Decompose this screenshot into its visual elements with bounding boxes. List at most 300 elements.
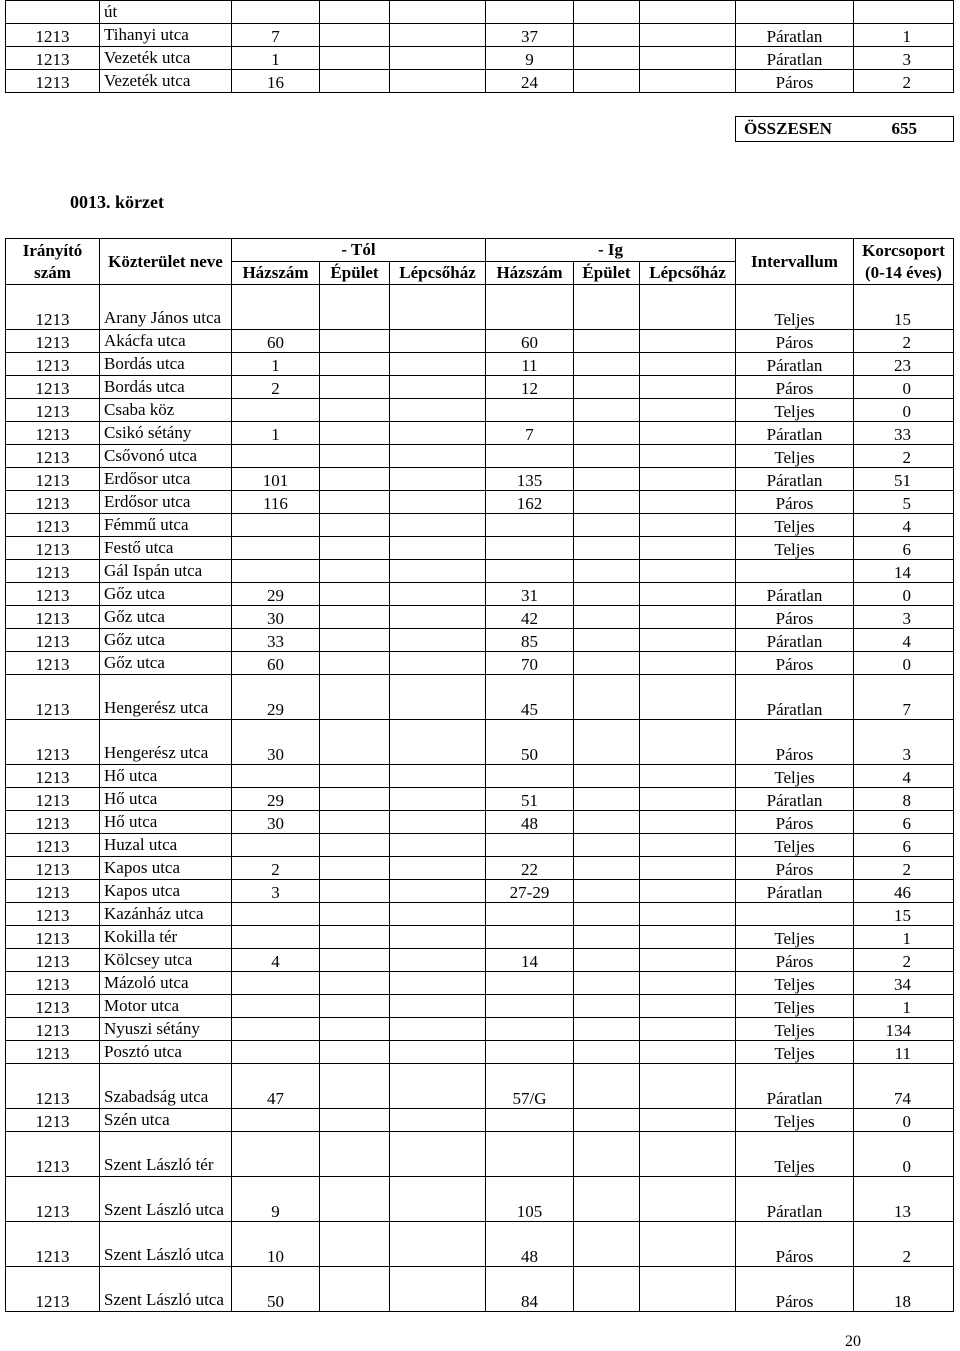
from-building-cell — [320, 1132, 390, 1177]
table-row — [6, 514, 954, 537]
to-building-cell — [574, 949, 640, 972]
to-building-cell — [574, 1177, 640, 1222]
street-name-cell: Kölcsey utca — [100, 949, 232, 972]
page-number: 20 — [845, 1333, 861, 1350]
to-stairs-cell — [640, 995, 736, 1018]
from-house-cell — [232, 1041, 320, 1064]
to-stairs-cell — [640, 330, 736, 353]
to-house-cell — [486, 995, 574, 1018]
from-building-cell — [320, 1177, 390, 1222]
code-cell: 1213 — [6, 583, 100, 606]
from-house-cell: 33 — [232, 629, 320, 652]
interval-cell: Páros — [736, 949, 854, 972]
to-stairs-cell — [640, 70, 736, 93]
to-stairs-cell — [640, 1132, 736, 1177]
to-building-cell — [574, 24, 640, 47]
street-name-cell: Arany János utca — [100, 285, 232, 330]
street-name-cell: Vezeték utca — [100, 47, 232, 70]
from-house-cell — [232, 995, 320, 1018]
to-building-cell — [574, 491, 640, 514]
to-house-cell — [486, 514, 574, 537]
code-cell: 1213 — [6, 972, 100, 995]
from-house-cell — [232, 285, 320, 330]
street-name-cell: Hengerész utca — [100, 675, 232, 720]
table-row — [6, 675, 954, 720]
to-house-cell: 60 — [486, 330, 574, 353]
to-building-cell — [574, 70, 640, 93]
from-building-cell — [320, 1, 390, 24]
district-title: 0013. körzet — [70, 192, 164, 212]
table-row — [6, 972, 954, 995]
to-stairs-cell — [640, 47, 736, 70]
to-building-cell — [574, 1064, 640, 1109]
from-building-cell — [320, 47, 390, 70]
to-stairs-cell — [640, 285, 736, 330]
interval-cell: Páros — [736, 606, 854, 629]
to-building-cell — [574, 560, 640, 583]
code-cell: 1213 — [6, 353, 100, 376]
from-house-cell: 3 — [232, 880, 320, 903]
from-building-cell — [320, 330, 390, 353]
table-row — [6, 583, 954, 606]
to-house-cell: 51 — [486, 788, 574, 811]
from-house-cell: 30 — [232, 720, 320, 765]
from-house-cell — [232, 765, 320, 788]
from-house-cell — [232, 834, 320, 857]
to-stairs-cell — [640, 811, 736, 834]
interval-cell: Teljes — [736, 399, 854, 422]
from-stairs-cell — [390, 1132, 486, 1177]
table-row — [6, 560, 954, 583]
to-house-cell: 7 — [486, 422, 574, 445]
table-row — [6, 445, 954, 468]
previous-district-table — [5, 0, 954, 93]
to-stairs-cell — [640, 788, 736, 811]
from-building-cell — [320, 811, 390, 834]
table-row — [6, 903, 954, 926]
from-house-cell — [232, 537, 320, 560]
table-row — [6, 1267, 954, 1312]
code-cell: 1213 — [6, 1064, 100, 1109]
to-house-cell — [486, 1, 574, 24]
from-stairs-cell — [390, 606, 486, 629]
age-group-cell: 0 — [854, 376, 954, 399]
from-stairs-cell — [390, 70, 486, 93]
age-group-cell: 15 — [854, 903, 954, 926]
age-group-cell: 0 — [854, 583, 954, 606]
from-stairs-cell — [390, 949, 486, 972]
from-house-cell: 116 — [232, 491, 320, 514]
age-group-cell: 0 — [854, 399, 954, 422]
from-building-cell — [320, 834, 390, 857]
from-stairs-cell — [390, 376, 486, 399]
header-from-stairs: Lépcsőház — [390, 262, 486, 285]
from-house-cell: 7 — [232, 24, 320, 47]
street-name-cell: Tihanyi utca — [100, 24, 232, 47]
age-group-cell: 1 — [854, 995, 954, 1018]
to-house-cell — [486, 399, 574, 422]
code-cell: 1213 — [6, 926, 100, 949]
to-house-cell — [486, 1041, 574, 1064]
to-stairs-cell — [640, 1064, 736, 1109]
interval-cell: Páratlan — [736, 1064, 854, 1109]
street-name-cell: Hő utca — [100, 788, 232, 811]
from-stairs-cell — [390, 560, 486, 583]
street-name-cell: Erdősor utca — [100, 468, 232, 491]
to-house-cell: 37 — [486, 24, 574, 47]
age-group-cell: 5 — [854, 491, 954, 514]
code-cell: 1213 — [6, 24, 100, 47]
from-stairs-cell — [390, 537, 486, 560]
from-house-cell: 60 — [232, 330, 320, 353]
to-building-cell — [574, 926, 640, 949]
from-house-cell: 29 — [232, 583, 320, 606]
age-group-cell: 33 — [854, 422, 954, 445]
from-stairs-cell — [390, 1109, 486, 1132]
to-house-cell: 57/G — [486, 1064, 574, 1109]
to-stairs-cell — [640, 24, 736, 47]
to-house-cell — [486, 1109, 574, 1132]
to-house-cell — [486, 903, 574, 926]
age-group-cell: 18 — [854, 1267, 954, 1312]
district-street-table — [5, 238, 954, 1312]
interval-cell — [736, 903, 854, 926]
street-name-cell: Motor utca — [100, 995, 232, 1018]
from-building-cell — [320, 422, 390, 445]
from-house-cell: 30 — [232, 811, 320, 834]
table-row — [6, 834, 954, 857]
to-house-cell — [486, 926, 574, 949]
from-stairs-cell — [390, 788, 486, 811]
from-house-cell: 60 — [232, 652, 320, 675]
street-name-cell: Mázoló utca — [100, 972, 232, 995]
to-building-cell — [574, 1, 640, 24]
from-stairs-cell — [390, 1222, 486, 1267]
table-row — [6, 491, 954, 514]
interval-cell: Páratlan — [736, 788, 854, 811]
interval-cell: Teljes — [736, 514, 854, 537]
interval-cell: Teljes — [736, 765, 854, 788]
from-stairs-cell — [390, 445, 486, 468]
to-stairs-cell — [640, 353, 736, 376]
to-building-cell — [574, 399, 640, 422]
to-house-cell: 27-29 — [486, 880, 574, 903]
to-house-cell — [486, 560, 574, 583]
from-building-cell — [320, 537, 390, 560]
to-building-cell — [574, 765, 640, 788]
street-name-cell: Szent László tér — [100, 1132, 232, 1177]
to-stairs-cell — [640, 720, 736, 765]
total-box — [735, 116, 954, 142]
age-group-cell: 0 — [854, 652, 954, 675]
from-house-cell: 1 — [232, 47, 320, 70]
code-cell: 1213 — [6, 537, 100, 560]
age-group-cell: 74 — [854, 1064, 954, 1109]
from-house-cell: 30 — [232, 606, 320, 629]
age-group-cell: 14 — [854, 560, 954, 583]
to-building-cell — [574, 788, 640, 811]
age-group-cell: 2 — [854, 857, 954, 880]
to-building-cell — [574, 285, 640, 330]
to-building-cell — [574, 857, 640, 880]
to-stairs-cell — [640, 1041, 736, 1064]
header-to-stairs: Lépcsőház — [640, 262, 736, 285]
to-house-cell: 14 — [486, 949, 574, 972]
from-stairs-cell — [390, 880, 486, 903]
from-building-cell — [320, 491, 390, 514]
interval-cell: Teljes — [736, 285, 854, 330]
to-stairs-cell — [640, 675, 736, 720]
interval-cell: Páros — [736, 811, 854, 834]
from-stairs-cell — [390, 1, 486, 24]
age-group-cell: 3 — [854, 47, 954, 70]
interval-cell: Páros — [736, 330, 854, 353]
from-house-cell — [232, 399, 320, 422]
to-stairs-cell — [640, 1177, 736, 1222]
from-house-cell: 29 — [232, 675, 320, 720]
street-name-cell: Bordás utca — [100, 376, 232, 399]
to-building-cell — [574, 1018, 640, 1041]
to-stairs-cell — [640, 537, 736, 560]
table-row — [6, 1109, 954, 1132]
to-house-cell: 24 — [486, 70, 574, 93]
to-house-cell: 22 — [486, 857, 574, 880]
to-stairs-cell — [640, 422, 736, 445]
from-stairs-cell — [390, 1267, 486, 1312]
to-house-cell — [486, 834, 574, 857]
age-group-cell: 1 — [854, 24, 954, 47]
age-group-cell: 3 — [854, 720, 954, 765]
to-stairs-cell — [640, 445, 736, 468]
from-house-cell — [232, 1109, 320, 1132]
code-cell: 1213 — [6, 376, 100, 399]
to-building-cell — [574, 468, 640, 491]
from-building-cell — [320, 788, 390, 811]
code-cell: 1213 — [6, 1132, 100, 1177]
code-cell: 1213 — [6, 765, 100, 788]
table-row — [6, 765, 954, 788]
table-row — [6, 652, 954, 675]
from-building-cell — [320, 376, 390, 399]
from-building-cell — [320, 583, 390, 606]
street-name-cell: Posztó utca — [100, 1041, 232, 1064]
to-house-cell: 84 — [486, 1267, 574, 1312]
table-row — [6, 926, 954, 949]
to-building-cell — [574, 537, 640, 560]
to-stairs-cell — [640, 857, 736, 880]
from-house-cell: 50 — [232, 1267, 320, 1312]
to-house-cell: 31 — [486, 583, 574, 606]
to-stairs-cell — [640, 652, 736, 675]
table-row — [6, 629, 954, 652]
from-house-cell — [232, 1, 320, 24]
to-building-cell — [574, 445, 640, 468]
from-stairs-cell — [390, 765, 486, 788]
street-name-cell: Kapos utca — [100, 857, 232, 880]
to-building-cell — [574, 583, 640, 606]
age-group-cell — [854, 1, 954, 24]
interval-cell: Teljes — [736, 1041, 854, 1064]
table-row — [6, 70, 954, 93]
code-cell: 1213 — [6, 1267, 100, 1312]
street-name-cell: Szent László utca — [100, 1177, 232, 1222]
from-building-cell — [320, 1041, 390, 1064]
table-row — [6, 1177, 954, 1222]
age-group-cell: 134 — [854, 1018, 954, 1041]
from-building-cell — [320, 652, 390, 675]
from-stairs-cell — [390, 972, 486, 995]
from-building-cell — [320, 926, 390, 949]
street-name-cell: Hengerész utca — [100, 720, 232, 765]
from-house-cell — [232, 903, 320, 926]
from-stairs-cell — [390, 514, 486, 537]
from-stairs-cell — [390, 491, 486, 514]
table-row — [6, 353, 954, 376]
street-name-cell: Nyuszi sétány — [100, 1018, 232, 1041]
code-cell: 1213 — [6, 949, 100, 972]
from-stairs-cell — [390, 1177, 486, 1222]
from-building-cell — [320, 1267, 390, 1312]
from-building-cell — [320, 353, 390, 376]
from-house-cell: 47 — [232, 1064, 320, 1109]
age-group-cell: 2 — [854, 70, 954, 93]
to-building-cell — [574, 353, 640, 376]
total-value: 655 — [891, 119, 917, 138]
to-stairs-cell — [640, 1109, 736, 1132]
from-house-cell: 1 — [232, 422, 320, 445]
street-name-cell: Gőz utca — [100, 583, 232, 606]
street-name-cell: Csővonó utca — [100, 445, 232, 468]
code-cell: 1213 — [6, 1018, 100, 1041]
to-stairs-cell — [640, 583, 736, 606]
age-group-cell: 2 — [854, 445, 954, 468]
age-group-cell: 34 — [854, 972, 954, 995]
from-house-cell — [232, 560, 320, 583]
to-stairs-cell — [640, 560, 736, 583]
table-row — [6, 857, 954, 880]
from-building-cell — [320, 1018, 390, 1041]
from-stairs-cell — [390, 995, 486, 1018]
from-house-cell — [232, 1018, 320, 1041]
header-interval: Intervallum — [736, 239, 854, 285]
interval-cell — [736, 1, 854, 24]
to-house-cell: 12 — [486, 376, 574, 399]
from-stairs-cell — [390, 47, 486, 70]
interval-cell: Teljes — [736, 445, 854, 468]
to-stairs-cell — [640, 514, 736, 537]
to-building-cell — [574, 1041, 640, 1064]
code-cell: 1213 — [6, 834, 100, 857]
table-row — [6, 1064, 954, 1109]
to-house-cell — [486, 1018, 574, 1041]
street-name-cell: Kapos utca — [100, 880, 232, 903]
code-cell: 1213 — [6, 1109, 100, 1132]
table-row — [6, 880, 954, 903]
header-to-group: - Ig — [486, 239, 736, 262]
from-building-cell — [320, 285, 390, 330]
interval-cell: Páratlan — [736, 24, 854, 47]
to-stairs-cell — [640, 376, 736, 399]
table-row — [6, 606, 954, 629]
from-house-cell: 10 — [232, 1222, 320, 1267]
from-building-cell — [320, 880, 390, 903]
to-building-cell — [574, 629, 640, 652]
to-stairs-cell — [640, 834, 736, 857]
from-building-cell — [320, 1064, 390, 1109]
interval-cell: Teljes — [736, 834, 854, 857]
code-cell: 1213 — [6, 422, 100, 445]
to-stairs-cell — [640, 765, 736, 788]
table-row — [6, 949, 954, 972]
from-house-cell: 101 — [232, 468, 320, 491]
from-stairs-cell — [390, 583, 486, 606]
age-group-cell: 15 — [854, 285, 954, 330]
to-house-cell: 70 — [486, 652, 574, 675]
to-house-cell: 11 — [486, 353, 574, 376]
to-house-cell: 42 — [486, 606, 574, 629]
from-building-cell — [320, 399, 390, 422]
code-cell: 1213 — [6, 629, 100, 652]
code-cell: 1213 — [6, 285, 100, 330]
street-name-cell: Kokilla tér — [100, 926, 232, 949]
table-row — [6, 720, 954, 765]
table-row — [6, 47, 954, 70]
interval-cell: Páratlan — [736, 353, 854, 376]
table-row — [6, 376, 954, 399]
from-building-cell — [320, 1109, 390, 1132]
code-cell: 1213 — [6, 47, 100, 70]
from-stairs-cell — [390, 675, 486, 720]
age-group-cell: 6 — [854, 811, 954, 834]
header-row-1 — [6, 239, 954, 262]
code-cell: 1213 — [6, 857, 100, 880]
street-name-cell: Hő utca — [100, 765, 232, 788]
interval-cell: Páros — [736, 857, 854, 880]
from-house-cell — [232, 972, 320, 995]
from-stairs-cell — [390, 720, 486, 765]
from-house-cell: 9 — [232, 1177, 320, 1222]
street-name-cell: Szén utca — [100, 1109, 232, 1132]
to-building-cell — [574, 376, 640, 399]
from-house-cell: 2 — [232, 857, 320, 880]
from-building-cell — [320, 765, 390, 788]
street-name-cell: Bordás utca — [100, 353, 232, 376]
to-building-cell — [574, 880, 640, 903]
to-building-cell — [574, 995, 640, 1018]
from-building-cell — [320, 1222, 390, 1267]
code-cell: 1213 — [6, 903, 100, 926]
to-building-cell — [574, 47, 640, 70]
code-cell: 1213 — [6, 560, 100, 583]
street-name-cell: Akácfa utca — [100, 330, 232, 353]
from-building-cell — [320, 70, 390, 93]
table-row — [6, 1041, 954, 1064]
interval-cell: Páratlan — [736, 629, 854, 652]
from-house-cell: 1 — [232, 353, 320, 376]
age-group-cell: 2 — [854, 330, 954, 353]
from-house-cell: 4 — [232, 949, 320, 972]
from-house-cell: 16 — [232, 70, 320, 93]
to-house-cell: 105 — [486, 1177, 574, 1222]
age-group-cell: 3 — [854, 606, 954, 629]
interval-cell: Páratlan — [736, 1177, 854, 1222]
interval-cell: Páratlan — [736, 47, 854, 70]
code-cell: 1213 — [6, 491, 100, 514]
interval-cell: Teljes — [736, 972, 854, 995]
to-stairs-cell — [640, 949, 736, 972]
interval-cell: Teljes — [736, 926, 854, 949]
from-house-cell — [232, 445, 320, 468]
